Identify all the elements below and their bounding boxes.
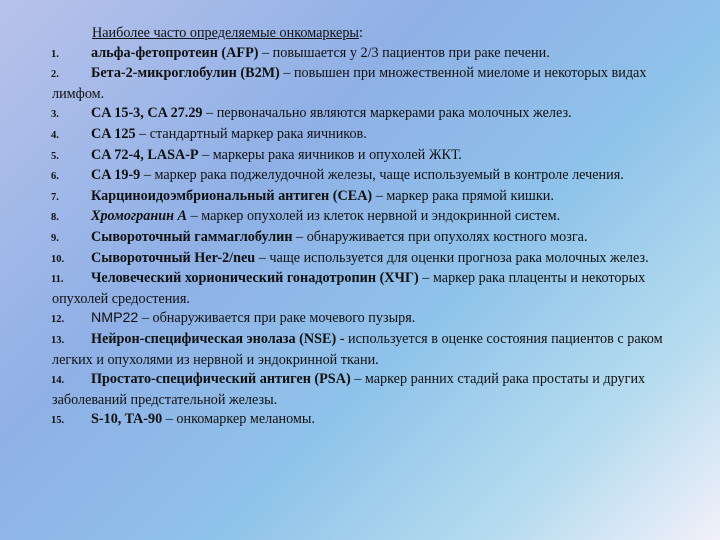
item-description: – маркеры рака яичников и опухолей ЖКТ.: [198, 146, 462, 163]
item-term: альфа-фетопротеин (AFP): [91, 44, 259, 61]
item-description: – маркер рака поджелудочной железы, чаще используемый в контроле лечения.: [140, 167, 624, 184]
list-item-7: [52, 187, 682, 208]
item-description: – стандартный маркер рака яичников.: [135, 125, 367, 142]
item-number: 4.: [51, 129, 59, 141]
item-description: – чаще используется для оценки прогноза рака молочных желез.: [255, 249, 649, 266]
item-term: NMP22: [91, 310, 139, 327]
list-item-3: [52, 104, 682, 125]
list-item-8: [52, 207, 682, 228]
item-number: 7.: [51, 191, 59, 203]
item-description: – маркер рака плаценты и некоторых опухолей средостения.: [52, 270, 646, 307]
item-description: – маркер рака прямой кишки.: [372, 187, 554, 204]
item-description: – первоначально являются маркерами рака молочных желез.: [202, 105, 572, 122]
list-item-15: [52, 410, 682, 431]
list-item-6: [52, 166, 682, 187]
list-item-10: [52, 249, 682, 270]
list-item-2: [52, 64, 682, 104]
item-number: 2.: [51, 69, 59, 81]
item-term: S-10, TA-90: [91, 411, 163, 428]
item-number: 10.: [51, 253, 65, 265]
list-item-4: [52, 125, 682, 146]
list-item-1: [52, 44, 682, 65]
list-item-14: [52, 370, 682, 410]
item-number: 12.: [51, 314, 65, 326]
list-item-12: [52, 309, 682, 330]
item-term: CA 125: [91, 125, 136, 142]
list-item-9: [52, 228, 682, 249]
item-term: Простато-специфический антиген (PSA): [91, 371, 351, 388]
item-term: CA 19-9: [91, 167, 141, 184]
item-number: 9.: [51, 232, 59, 244]
item-number: 15.: [51, 415, 65, 427]
item-term: CA 15-3, CA 27.29: [91, 105, 203, 122]
item-number: 3.: [51, 109, 59, 121]
item-term: CA 72-4, LASA-P: [91, 146, 199, 163]
item-description: – маркер опухолей из клеток нервной и эндокринной систем.: [187, 208, 561, 225]
item-description: – обнаруживается при раке мочевого пузыря.: [138, 310, 416, 327]
item-term: Нейрон-специфическая энолаза (NSE): [91, 330, 337, 347]
oncomarker-list: [52, 24, 682, 431]
item-number: 14.: [51, 375, 65, 387]
item-number: 5.: [51, 150, 59, 162]
item-description: – обнаруживается при опухолях костного мозга.: [292, 228, 588, 245]
item-term: Карциноидоэмбриональный антиген (CEA): [91, 187, 373, 204]
item-number: 8.: [51, 212, 59, 224]
item-description: – маркер ранних стадий рака простаты и других заболеваний предстательной железы.: [52, 371, 646, 408]
list-item-11: [52, 269, 682, 309]
item-number: 13.: [51, 334, 65, 346]
item-number: 11.: [51, 274, 64, 286]
item-description: – онкомаркер меланомы.: [162, 411, 315, 428]
item-term: Хромогранин А: [91, 208, 188, 225]
item-term: Бета-2-микроглобулин (B2M): [91, 65, 280, 82]
item-description: - используется в оценке состояния пациентов с раком легких и опухолями из нервной и эндокринной ткани.: [52, 330, 663, 368]
item-number: 6.: [51, 171, 59, 183]
list-item-13: [52, 330, 682, 370]
item-term: Сывороточный гаммаглобулин: [91, 228, 293, 245]
item-number: 1.: [51, 48, 59, 60]
item-description: – повышается у 2/3 пациентов при раке печени.: [258, 44, 550, 61]
item-description: – повышен при множественной миеломе и некоторых видах лимфом.: [52, 65, 647, 102]
item-term: Человеческий хорионический гонадотропин (ХЧГ): [91, 270, 419, 287]
heading-colon: :: [358, 25, 363, 41]
list-heading: [52, 24, 682, 44]
list-item-5: [52, 146, 682, 167]
heading-text: Наиболее часто определяемые онкомаркеры: [92, 25, 359, 41]
item-term: Сывороточный Her-2/neu: [91, 249, 256, 266]
